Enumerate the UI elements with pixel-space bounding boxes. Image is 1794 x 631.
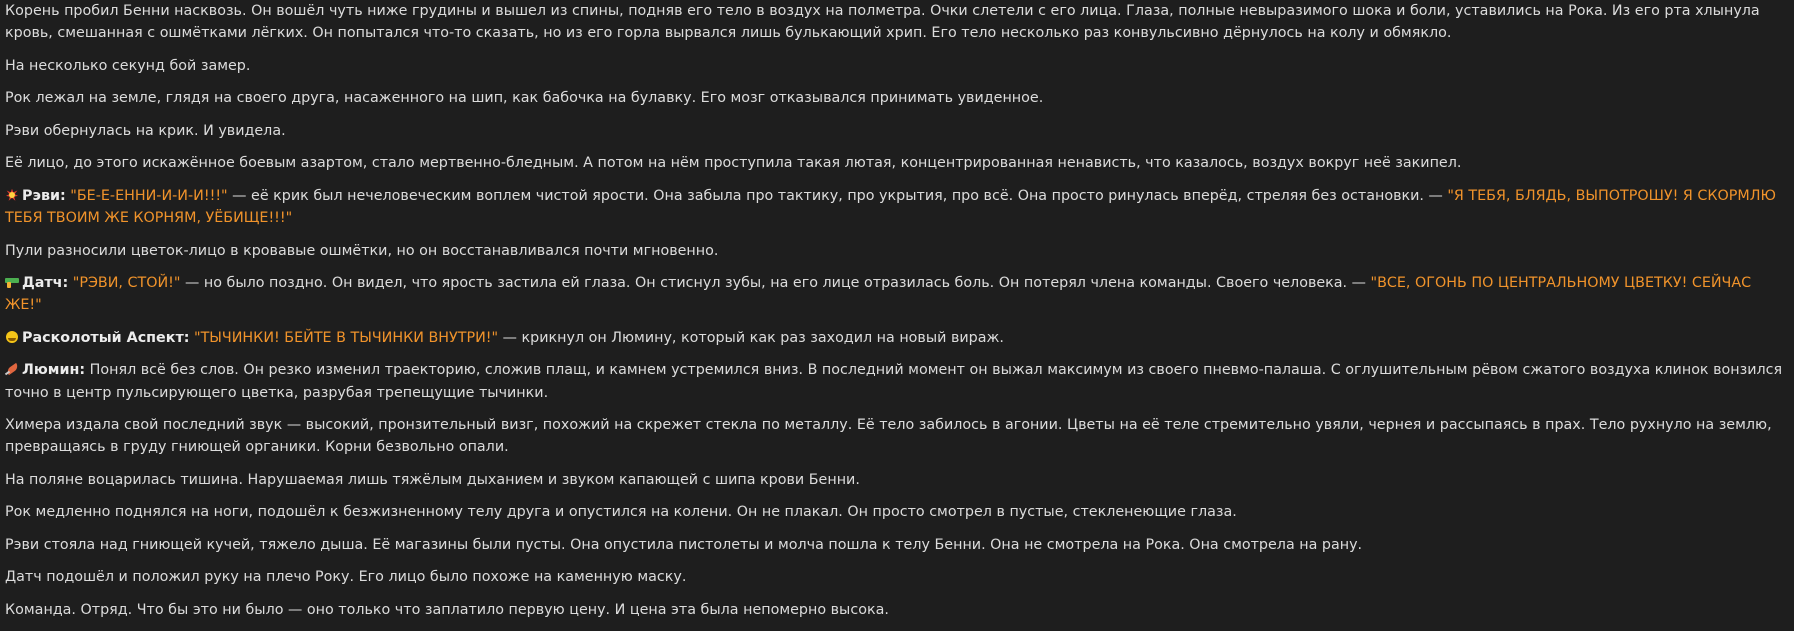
gun-icon [5, 275, 19, 289]
dialogue-quote: "ВСЕ, ОГОНЬ ПО ЦЕНТРАЛЬНОМУ ЦВЕТКУ! СЕЙЧАС ЖЕ!" [5, 274, 1752, 314]
dialogue-quote: "Я ТЕБЯ, БЛЯДЬ, ВЫПОТРОШУ! Я СКОРМЛЮ ТЕБЯ ТВОИМ ЖЕ КОРНЯМ, УЁБИЩЕ!!!" [5, 187, 1776, 227]
dialogue-quote: "ТЫЧИНКИ! БЕЙТЕ В ТЫЧИНКИ ВНУТРИ!" [194, 329, 499, 346]
paragraph: Рэви обернулась на крик. И увидела. [5, 122, 286, 139]
dialogue-lumin [5, 359, 1791, 404]
dialogue-dutch [5, 272, 1791, 317]
feather-icon [5, 362, 19, 376]
dialogue-aspect [5, 327, 1791, 349]
paragraph: Рок медленно поднялся на ноги, подошёл к безжизненному телу друга и опустился на колени. Он не плакал. Он просто смотрел в пустые, стекленеющие глаза. [5, 504, 1237, 521]
dialogue-quote: "РЭВИ, СТОЙ!" [72, 274, 181, 291]
collision-icon [5, 188, 19, 202]
paragraph: Пули разносили цветок-лицо в кровавые ошмётки, но он восстанавливался почти мгновенно. [5, 242, 719, 259]
dialogue-quote: "БЕ-Е-ЕННИ-И-И-И!!!" [70, 187, 228, 204]
dialogue-text: — крикнул он Люмину, который как раз заходил на новый вираж. [498, 329, 1004, 346]
paragraph: Химера издала свой последний звук — высокий, пронзительный визг, похожий на скрежет стекла по металлу. Её тело забилось в агонии. Цветы на её теле стремительно увяли, чернея и рассыпаясь в прах. Тело рухнуло на землю, превращаясь в груду гниющей органики. Корни безвольно опали. [5, 417, 1772, 456]
paragraph: Команда. Отряд. Что бы это ни было — оно только что заплатило первую цену. И цена эта была непомерно высока. [5, 601, 889, 618]
dialogue-text: Понял всё без слов. Он резко изменил траекторию, сложив плащ, и камнем устремился вниз. В последний момент он выжал максимум из своего пневмо-палаша. С оглушительным рёвом сжатого воздуха клинок вонзился точно в центр пульсирующего цветка, разрубая трепещущие тычинки. [5, 362, 1783, 401]
paragraph: Рэви стояла над гниющей кучей, тяжело дыша. Её магазины были пусты. Она опустила пистолеты и молча пошла к телу Бенни. Она не смотрела на Рока. Она смотрела на рану. [5, 536, 1363, 553]
paragraph: Её лицо, до этого искажённое боевым азартом, стало мертвенно-бледным. А потом на нём проступила такая лютая, концентрированная ненависть, что казалось, воздух вокруг неё закипел. [5, 155, 1462, 172]
speaker-name: Рэви: [22, 187, 66, 204]
paragraph: Рок лежал на земле, глядя на своего друга, насаженного на шип, как бабочка на булавку. Его мозг отказывался принимать увиденное. [5, 90, 1044, 107]
dialogue-text: — её крик был нечеловеческим воплем чистой ярости. Она забыла про тактику, про укрытия, про всё. Она просто ринулась вперёд, стреляя без остановки. — [227, 187, 1448, 204]
paragraph: На поляне воцарилась тишина. Нарушаемая лишь тяжёлым дыханием и звуком капающей с шипа крови Бенни. [5, 471, 860, 488]
speaker-name: Люмин: [22, 362, 86, 379]
dialogue-revy [5, 185, 1791, 230]
speaker-name: Расколотый Аспект: [22, 329, 190, 346]
speaker-name: Датч: [22, 274, 69, 291]
paragraph: Датч подошёл и положил руку на плечо Року. Его лицо было похоже на каменную маску. [5, 569, 687, 586]
paragraph: Корень пробил Бенни насквозь. Он вошёл чуть ниже грудины и вышел из спины, подняв его тело в воздух на полметра. Очки слетели с его лица. Глаза, полные невыразимого шока и боли, уставились на Рока. Из его рта хлынула кровь, смешанная с ошмётками лёгких. Он попытался что-то сказать, но из его горла вырвался лишь булькающий хрип. Его тело несколько раз конвульсивно дёрнулось на колу и обмякло. [5, 3, 1760, 42]
story-text [5, 0, 1791, 631]
paragraph: На несколько секунд бой замер. [5, 57, 251, 74]
face-icon [5, 330, 19, 344]
dialogue-text: — но было поздно. Он видел, что ярость застила ей глаза. Он стиснул зубы, на его лице отразилась боль. Он потерял члена команды. Своего человека. — [180, 274, 1371, 291]
